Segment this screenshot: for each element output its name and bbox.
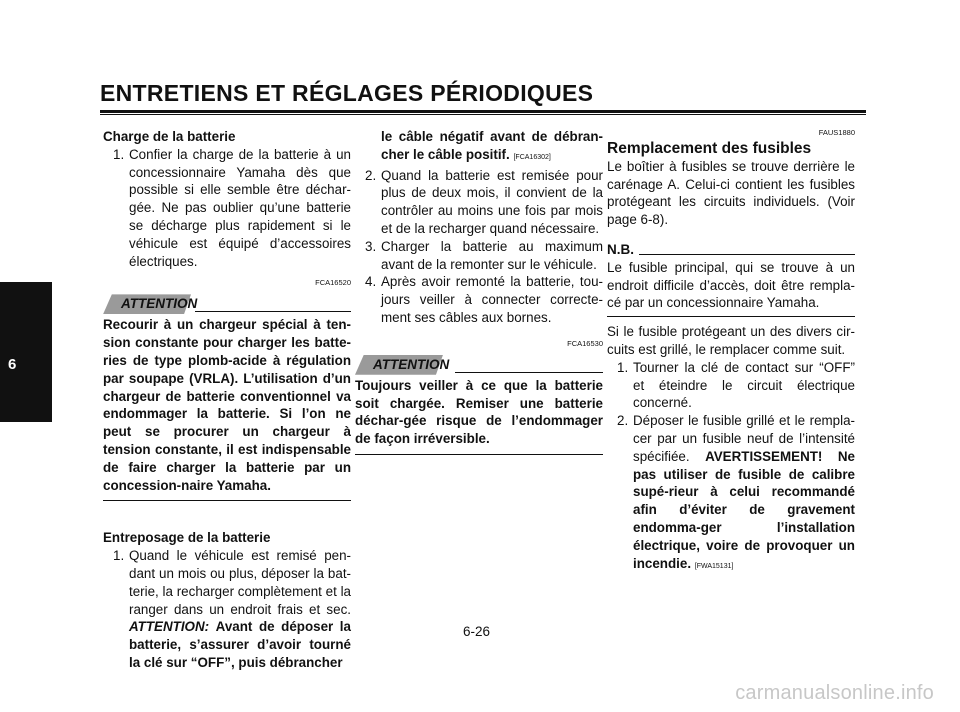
- step-text: Quand la batterie est remisée pour plus de deux mois, il convient de la contrôler au moins une fois par mois et de la recharger quand nécessaire.: [381, 167, 603, 236]
- storage-step: [355, 167, 603, 238]
- attention-text: Toujours veiller à ce que la batterie soit chargée. Remiser une batterie déchar-gée risque de l’endommager de façon irréversible.: [355, 377, 603, 447]
- step-number: 4.: [365, 274, 377, 290]
- fuse-intro: Le boîtier à fusibles se trouve derrière le carénage A. Celui-ci contient les fusibles protégeant les circuits individuels. (Voir page 6-8).: [607, 158, 855, 228]
- storage-step: [355, 238, 603, 274]
- attention-header: [103, 294, 351, 314]
- inline-attention-text: Avant de déposer la batterie, s’assurer d’avoir tourné la clé sur “OFF”, puis débrancher: [129, 619, 351, 670]
- step-text: Confier la charge de la batterie à un concessionnaire Yamaha dès que possible si elle semble être déchar-gée. Ne pas oublier qu’une batterie se décharge plus rapidement si le véhicule est équipé d’accessoires électriques.: [129, 146, 351, 269]
- fuse-step: [607, 412, 855, 575]
- fuse-section-title: Remplacement des fusibles: [607, 140, 812, 157]
- attention-label: [103, 294, 197, 314]
- storage-heading: Entreposage de la batterie: [103, 530, 271, 546]
- note-label: N.B.: [607, 241, 634, 257]
- middle-column: [355, 128, 603, 455]
- procedure-intro: Si le fusible protégeant un des divers cir-cuits est grillé, le remplacer comme suit.: [607, 324, 855, 357]
- attention-end-rule: [103, 500, 351, 501]
- step-number: 1.: [113, 548, 125, 564]
- attention-label-text: ATTENTION: [121, 296, 198, 312]
- reference-code: [FCA16302]: [513, 153, 551, 161]
- chapter-number: 6: [8, 356, 17, 373]
- reference-code: FCA16520: [315, 278, 351, 288]
- step-number: 2.: [617, 413, 629, 429]
- step-text: Quand le véhicule est remisé pen-dant un mois ou plus, déposer la bat-terie, la recharger complètement et la ranger dans un endroit frais et sec.: [129, 548, 351, 617]
- watermark: carmanualsonline.info: [735, 682, 934, 704]
- step-text: Après avoir remonté la batterie, tou-jours veiller à connecter correcte-ment ses câbles aux bornes.: [381, 274, 603, 325]
- reference-code: FAUS1880: [818, 128, 855, 137]
- reference-code: [FWA15131]: [694, 562, 734, 570]
- note-end-rule: [607, 316, 855, 317]
- inline-attention-label: ATTENTION:: [129, 619, 210, 635]
- title-rule: [100, 110, 866, 113]
- warning-text: AVERTISSEMENT! Ne pas utiliser de fusible de calibre supé-rieur à celui recommandé afin d’éviter de gravement endomma-ger l’installation électrique, voire de provoquer un incendie.: [633, 448, 855, 571]
- fuse-step: [607, 359, 855, 412]
- charge-heading: Charge de la batterie: [103, 129, 236, 144]
- left-column: [103, 128, 351, 672]
- note-text: Le fusible principal, qui se trouve à un endroit difficile d’accès, doit être rempla-cé par un concessionnaire Yamaha.: [607, 259, 855, 311]
- attention-label-text: ATTENTION: [373, 356, 450, 372]
- step-number: 1.: [617, 359, 629, 375]
- step-text: Déposer le fusible grillé et le rempla-cer par un fusible neuf de l’intensité spécifiée.: [633, 413, 855, 464]
- reference-code: FCA16530: [567, 338, 603, 348]
- attention-label: [355, 355, 449, 375]
- step-number: 1.: [113, 146, 125, 162]
- step-number: 2.: [365, 167, 377, 183]
- page-title: ENTRETIENS ET RÉGLAGES PÉRIODIQUES: [100, 80, 594, 106]
- charge-step: [103, 146, 351, 271]
- note-rule: [639, 254, 855, 255]
- chapter-tab: [0, 282, 52, 422]
- attention-text: Recourir à un chargeur spécial à ten-sion constante pour charger les batte-ries de type plomb-acide à régulation par soupape (VRLA). L’utilisation d’un chargeur de batterie conventionnel va endommager la batterie. Si l’on ne peut se procurer un chargeur à tension constante, il est indispensable de faire charger la batterie par un concession-naire Yamaha.: [103, 317, 351, 493]
- note-header: [607, 241, 855, 259]
- attention-rule: [455, 372, 603, 373]
- step-text: Tourner la clé de contact sur “OFF” et éteindre le circuit électrique concerné.: [633, 359, 855, 411]
- step-text: Charger la batterie au maximum avant de la remonter sur le véhicule.: [381, 238, 603, 272]
- page-number: 6-26: [463, 624, 491, 639]
- attention-end-rule: [355, 454, 603, 455]
- storage-step: [103, 547, 351, 672]
- storage-step: [355, 273, 603, 326]
- storage-step-continued: [355, 128, 603, 167]
- attention-header: [355, 355, 603, 375]
- step-number: 3.: [365, 238, 377, 254]
- inline-attention-text: le câble négatif avant de débran-cher le câble positif.: [381, 129, 603, 162]
- right-column: [607, 128, 855, 575]
- attention-rule: [195, 311, 351, 312]
- title-rule-thin: [100, 114, 866, 115]
